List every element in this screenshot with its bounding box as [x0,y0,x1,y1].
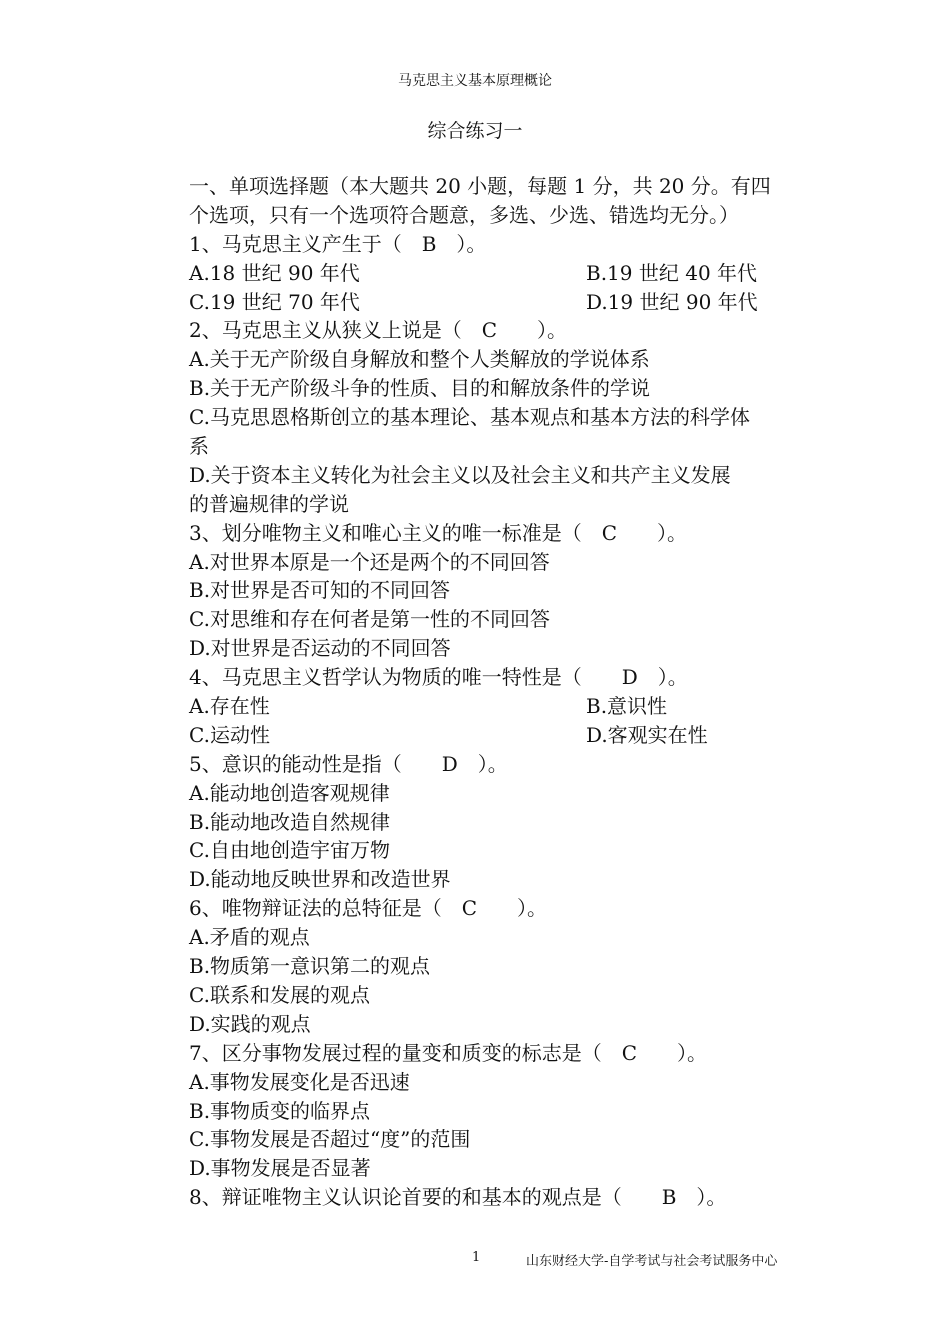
text-line: 1、马克思主义产生于（ B ）。 [189,231,487,256]
text-line: B.关于无产阶级斗争的性质、目的和解放条件的学说 [189,376,651,401]
text-line: C.自由地创造宇宙万物 [189,838,390,863]
text-line: A.矛盾的观点 [189,925,310,950]
text-line: A.对世界本原是一个还是两个的不同回答 [189,549,550,574]
running-header: 马克思主义基本原理概论 [398,73,552,89]
text-line: 4、马克思主义哲学认为物质的唯一特性是（ D ）。 [189,665,688,690]
option-text: C.运动性 [189,722,270,747]
exercise-content [189,172,814,1212]
text-line: D.事物发展是否显著 [189,1156,371,1181]
text-line: 7、区分事物发展过程的量变和质变的标志是（ C ）。 [189,1040,708,1065]
text-line: 2、马克思主义从狭义上说是（ C ）。 [189,318,568,343]
footer-organization: 山东财经大学-自学考试与社会考试服务中心 [526,1254,778,1269]
option-row [189,288,814,317]
text-line: D.对世界是否运动的不同回答 [189,636,451,661]
text-line: C.联系和发展的观点 [189,982,370,1007]
text-line: 3、划分唯物主义和唯心主义的唯一标准是（ C ）。 [189,520,688,545]
text-line: 一、单项选择题（本大题共 20 小题，每题 1 分，共 20 分。有四 [189,174,771,198]
text-line: 6、唯物辩证法的总特征是（ C ）。 [189,896,548,921]
text-line: 5、意识的能动性是指（ D ）。 [189,751,508,776]
text-line: B.能动地改造自然规律 [189,809,391,834]
option-text: D.客观实在性 [586,722,708,747]
text-line: B.物质第一意识第二的观点 [189,954,431,979]
text-line: D.能动地反映世界和改造世界 [189,867,451,892]
text-line: B.对世界是否可知的不同回答 [189,578,451,603]
option-text: A.存在性 [189,694,270,719]
text-line: B.事物质变的临界点 [189,1098,371,1123]
option-text: A.18 世纪 90 年代 [189,260,360,285]
option-text: C.19 世纪 70 年代 [189,289,360,314]
text-line: 的普遍规律的学说 [189,491,349,516]
text-line: C.马克思恩格斯创立的基本理论、基本观点和基本方法的科学体 [189,405,750,430]
page-title: 综合练习一 [427,120,523,142]
text-line: 个选项，只有一个选项符合题意，多选、少选、错选均无分。） [189,202,739,227]
page-number: 1 [472,1250,481,1265]
text-line: A.能动地创造客观规律 [189,780,390,805]
text-line: D.关于资本主义转化为社会主义以及社会主义和共产主义发展 [189,462,731,487]
text-line: D.实践的观点 [189,1011,311,1036]
text-line: A.事物发展变化是否迅速 [189,1069,410,1094]
text-line: C.对思维和存在何者是第一性的不同回答 [189,607,550,632]
text-line: 系 [189,434,209,459]
option-row [189,692,814,721]
option-text: B.意识性 [586,694,668,719]
option-row [189,721,814,750]
option-text: D.19 世纪 90 年代 [586,289,758,314]
text-line: 8、辩证唯物主义认识论首要的和基本的观点是（ B ）。 [189,1185,727,1210]
text-line: C.事物发展是否超过“度”的范围 [189,1127,471,1152]
text-line: A.关于无产阶级自身解放和整个人类解放的学说体系 [189,347,650,372]
option-row [189,259,814,288]
option-text: B.19 世纪 40 年代 [586,260,758,285]
